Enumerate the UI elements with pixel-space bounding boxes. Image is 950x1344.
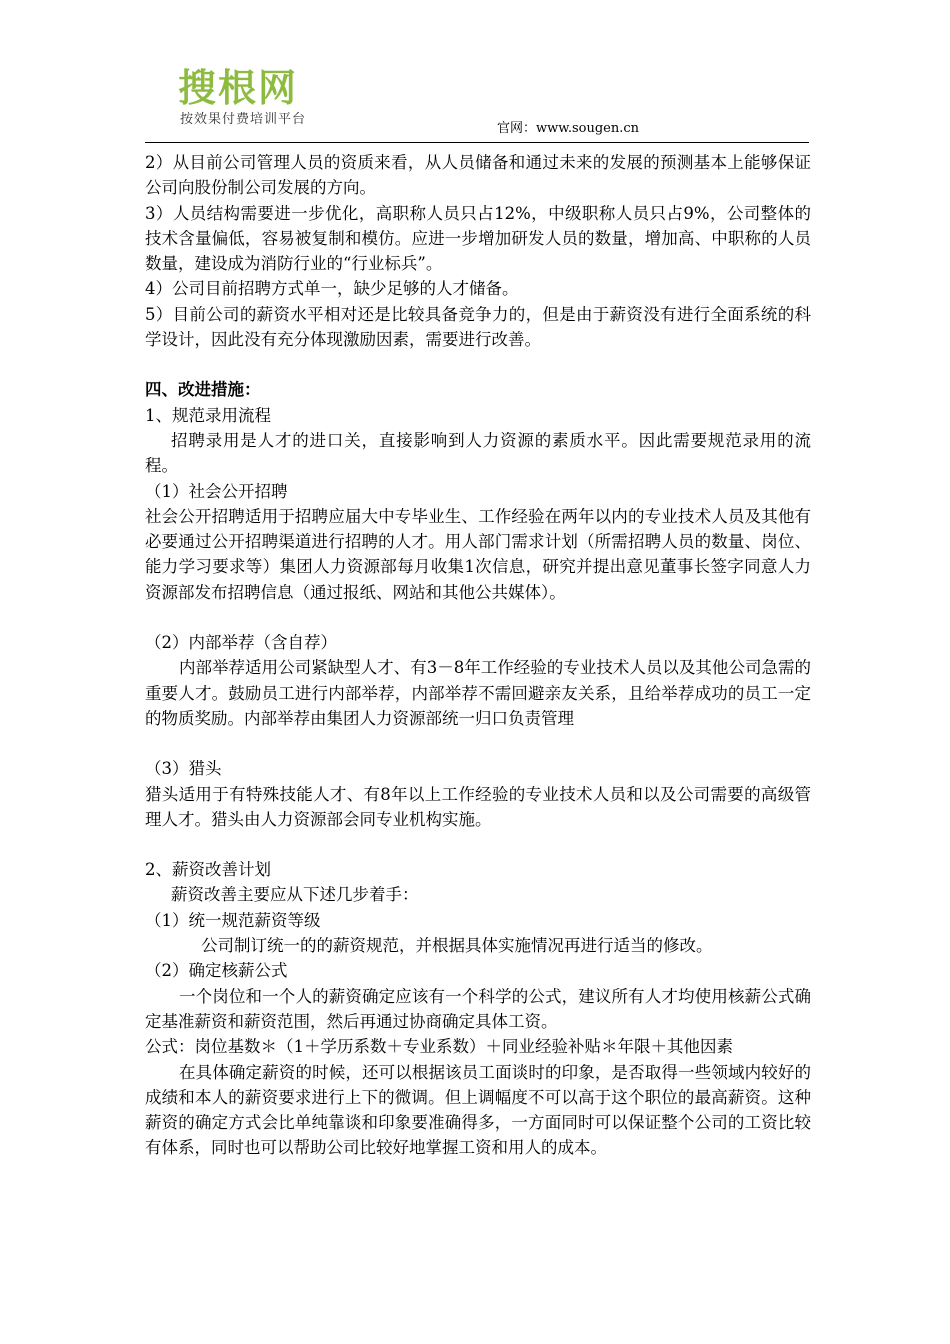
- item-heading-2-1: （1）统一规范薪资等级: [145, 910, 321, 930]
- document-body: [145, 150, 811, 1161]
- item-2-1-text: 公司制订统一的的薪资规范，并根据具体实施情况再进行适当的修改。: [201, 936, 713, 956]
- item-1-2-text: 内部举荐适用公司紧缺型人才、有3－8年工作经验的专业技术人员以及其他公司急需的重要人才。鼓励员工进行内部举荐，内部举荐不需回避亲友关系，且给举荐成功的员工一定的物质奖励。内部举荐由集团人力资源部统一归口负责管理: [145, 658, 811, 728]
- paragraph-2: 2）从目前公司管理人员的资质来看，从人员储备和通过未来的发展的预测基本上能够保证公司向股份制公司发展的方向。: [145, 153, 811, 198]
- sougen-logo[interactable]: [178, 66, 338, 136]
- site-url: 官网：www.sougen.cn: [497, 121, 640, 136]
- spacer: [145, 352, 811, 377]
- section-heading-4: 四、改进措施：: [145, 380, 261, 400]
- subsection-heading-1: 1、规范录用流程: [145, 405, 271, 425]
- item-2-2-text: 一个岗位和一个人的薪资确定应该有一个科学的公式，建议所有人才均使用核薪公式确定基准薪资和薪资范围，然后再通过协商确定具体工资。: [145, 986, 811, 1031]
- item-1-1-text: 社会公开招聘适用于招聘应届大中专毕业生、工作经验在两年以内的专业技术人员及其他有必要通过公开招聘渠道进行招聘的人才。用人部门需求计划（所需招聘人员的数量、岗位、能力学习要求等）集团人力资源部每月收集1次信息，研究并提出意见董事长签字同意人力资源部发布招聘信息（通过报纸、网站和其他公共媒体）。: [145, 506, 811, 602]
- item-heading-2-2: （2）确定核薪公式: [145, 961, 288, 981]
- item-2-2-text-continued: 在具体确定薪资的时候，还可以根据该员工面谈时的印象，是否取得一些领域内较好的成绩和本人的薪资要求进行上下的微调。但上调幅度不可以高于这个职位的最高薪资。这种薪资的确定方式会比单纯靠谈和印象要准确得多，一方面同时可以保证整个公司的工资比较有体系，同时也可以帮助公司比较好地掌握工资和用人的成本。: [145, 1062, 811, 1158]
- item-heading-1-3: （3）猎头: [145, 759, 222, 779]
- item-1-3-text: 猎头适用于有特殊技能人才、有8年以上工作经验的专业技术人员和以及公司需要的高级管理人才。猎头由人力资源部会同专业机构实施。: [145, 784, 811, 829]
- spacer: [145, 832, 811, 857]
- page-header: [0, 0, 950, 160]
- salary-formula: 公式：岗位基数＊（1＋学历系数＋专业系数）＋同业经验补贴＊年限＋其他因素: [145, 1037, 733, 1057]
- spacer: [145, 605, 811, 630]
- paragraph-3: 3）人员结构需要进一步优化，高职称人员只占12%，中级职称人员只占9%，公司整体的技术含量偏低，容易被复制和模仿。应进一步增加研发人员的数量，增加高、中职称的人员数量，建设成为消防行业的“行业标兵”。: [145, 203, 811, 274]
- item-heading-1-1: （1）社会公开招聘: [145, 481, 288, 501]
- header-divider: [145, 142, 809, 143]
- spacer: [145, 731, 811, 756]
- subsection-1-text: 招聘录用是人才的进口关，直接影响到人力资源的素质水平。因此需要规范录用的流程。: [145, 430, 811, 476]
- logo-subtitle: 按效果付费培训平台: [180, 112, 307, 127]
- paragraph-5: 5）目前公司的薪资水平相对还是比较具备竞争力的，但是由于薪资没有进行全面系统的科学设计，因此没有充分体现激励因素，需要进行改善。: [145, 304, 811, 350]
- subsection-2-text: 薪资改善主要应从下述几步着手：: [171, 885, 419, 905]
- paragraph-4: 4）公司目前招聘方式单一，缺少足够的人才储备。: [145, 279, 519, 299]
- subsection-heading-2: 2、薪资改善计划: [145, 860, 271, 880]
- item-heading-1-2: （2）内部举荐（含自荐）: [145, 633, 337, 653]
- logo-title: 搜根网: [178, 66, 299, 110]
